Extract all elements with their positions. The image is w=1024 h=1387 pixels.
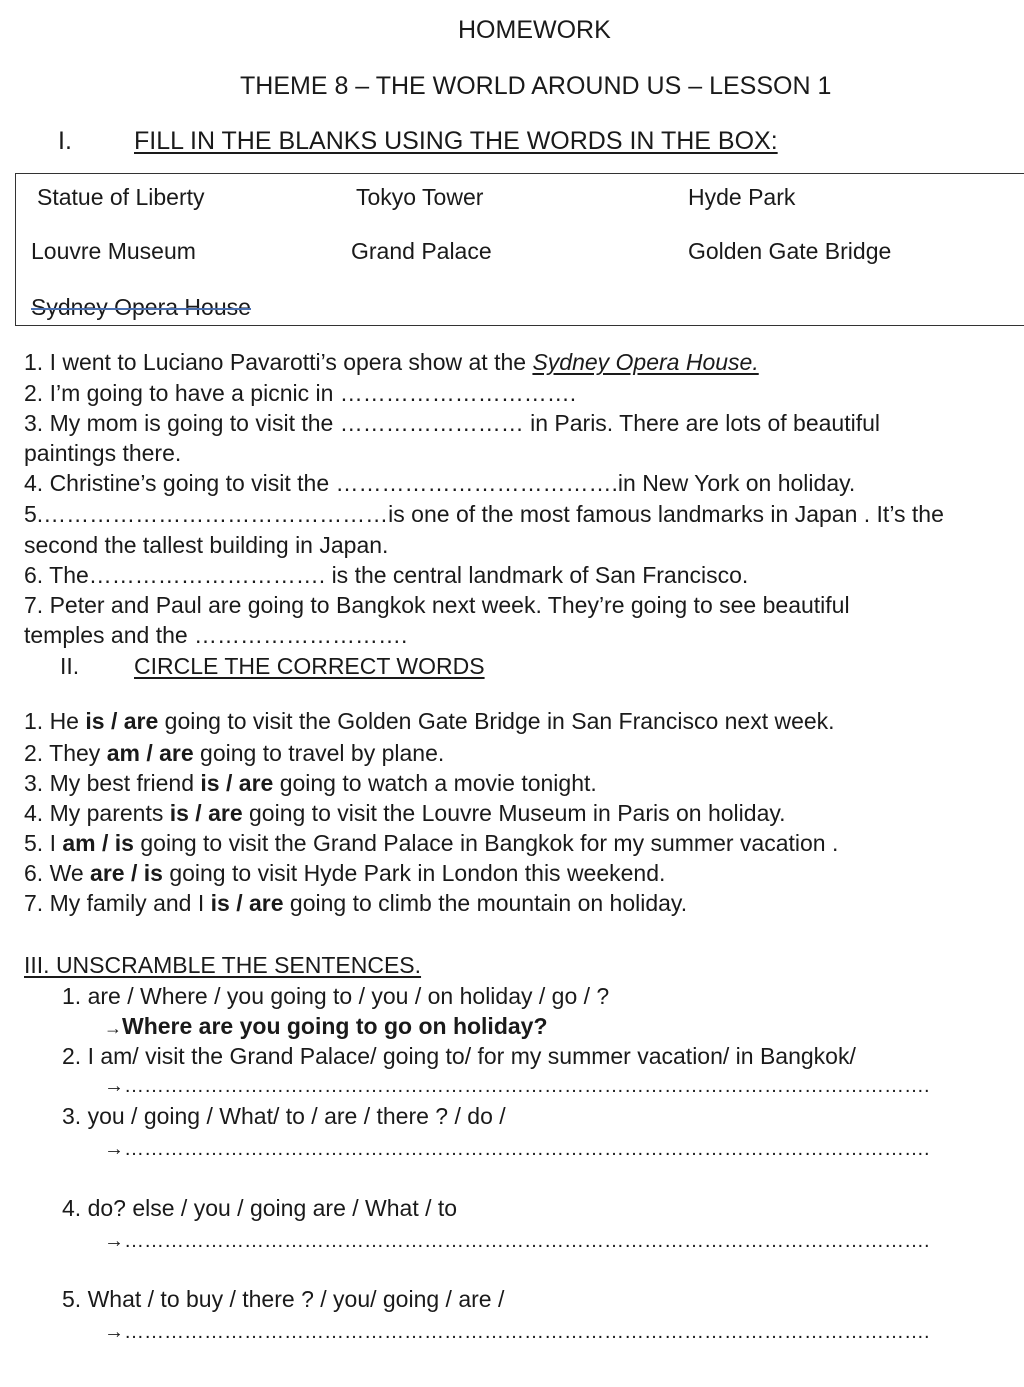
box-word-golden-gate-bridge: Golden Gate Bridge — [688, 238, 892, 264]
fill-question-4: 4. Christine’s going to visit the ……………………………….in New York on holiday. — [24, 470, 856, 496]
fill-question-1-answer: Sydney Opera House. — [532, 349, 759, 375]
fill-question-3-cont: paintings there. — [24, 440, 182, 466]
circle-question-1-choice: is / are — [85, 708, 159, 734]
arrow-icon: → — [104, 1321, 124, 1343]
circle-question-5-post: going to visit the Grand Palace in Bangkok for my summer vacation . — [133, 830, 839, 856]
circle-question-6 — [24, 858, 665, 888]
unscramble-example-answer — [104, 1011, 548, 1043]
answer-dots: …………………………………………………………………………………………………………. — [124, 1075, 930, 1097]
section2-numeral: II. — [60, 653, 80, 679]
circle-question-3-post: going to watch a movie tonight. — [273, 770, 597, 796]
unscramble-item-4: 4. do? else / you / going are / What / to — [62, 1195, 458, 1221]
section2-heading: CIRCLE THE CORRECT WORDS — [134, 653, 485, 679]
circle-question-2-post: going to travel by plane. — [193, 740, 445, 766]
unscramble-item-1: 1. are / Where / you going to / you / on holiday / go / ? — [62, 983, 610, 1009]
circle-question-1 — [24, 706, 835, 736]
fill-question-3: 3. My mom is going to visit the …………………… in Paris. There are lots of beautiful — [24, 410, 880, 436]
unscramble-item-5: 5. What / to buy / there ? / you/ going / are / — [62, 1286, 505, 1312]
circle-question-4 — [24, 798, 786, 828]
fill-question-5-cont: second the tallest building in Japan. — [24, 532, 389, 558]
circle-question-7-pre: 7. My family and I — [24, 890, 211, 916]
answer-line-3 — [104, 1138, 930, 1161]
fill-question-5: 5.………………………………………is one of the most famous landmarks in Japan . It’s the — [24, 501, 944, 527]
circle-question-2 — [24, 738, 444, 768]
box-word-tokyo-tower: Tokyo Tower — [356, 184, 484, 210]
circle-question-5-pre: 5. I — [24, 830, 63, 856]
circle-question-6-choice: are / is — [90, 860, 163, 886]
unscramble-item-3: 3. you / going / What/ to / are / there ? / do / — [62, 1103, 506, 1129]
fill-question-1 — [24, 347, 759, 377]
page-title: HOMEWORK — [458, 16, 611, 44]
circle-question-1-post: going to visit the Golden Gate Bridge in San Francisco next week. — [158, 708, 835, 734]
box-word-grand-palace: Grand Palace — [351, 238, 492, 264]
fill-question-7-cont: temples and the ………………………. — [24, 622, 408, 648]
answer-dots: …………………………………………………………………………………………………………. — [124, 1321, 930, 1343]
circle-question-2-pre: 2. They — [24, 740, 107, 766]
answer-line-5 — [104, 1321, 930, 1344]
circle-question-6-pre: 6. We — [24, 860, 91, 886]
answer-line-4 — [104, 1230, 930, 1253]
box-word-hyde-park: Hyde Park — [688, 184, 796, 210]
circle-question-2-choice: am / are — [106, 740, 194, 766]
fill-question-2: 2. I’m going to have a picnic in …………………………. — [24, 380, 577, 406]
box-word-sydney-opera-house-crossed: Sydney Opera House — [31, 294, 251, 320]
circle-question-4-post: going to visit the Louvre Museum in Paris on holiday. — [242, 800, 786, 826]
box-word-statue-of-liberty: Statue of Liberty — [37, 184, 205, 210]
unscramble-item-2: 2. I am/ visit the Grand Palace/ going to/ for my summer vacation/ in Bangkok/ — [62, 1043, 856, 1069]
circle-question-7 — [24, 888, 687, 918]
answer-dots: …………………………………………………………………………………………………………. — [124, 1230, 930, 1252]
circle-question-7-choice: is / are — [210, 890, 284, 916]
arrow-icon: → — [104, 1018, 122, 1038]
example-answer-text: Where are you going to go on holiday? — [122, 1013, 548, 1039]
box-word-louvre-museum: Louvre Museum — [31, 238, 196, 264]
word-box — [15, 173, 1024, 326]
fill-question-6: 6. The…………………………. is the central landmark of San Francisco. — [24, 562, 749, 588]
circle-question-3-choice: is / are — [200, 770, 274, 796]
circle-question-4-choice: is / are — [169, 800, 243, 826]
circle-question-3 — [24, 768, 597, 798]
answer-line-2 — [104, 1075, 930, 1098]
circle-question-1-pre: 1. He — [24, 708, 86, 734]
circle-question-5 — [24, 828, 838, 858]
arrow-icon: → — [104, 1138, 124, 1160]
arrow-icon: → — [104, 1230, 124, 1252]
arrow-icon: → — [104, 1075, 124, 1097]
section3-heading: III. UNSCRAMBLE THE SENTENCES. — [24, 952, 422, 978]
circle-question-6-post: going to visit Hyde Park in London this weekend. — [162, 860, 666, 886]
answer-dots: …………………………………………………………………………………………………………. — [124, 1138, 930, 1160]
fill-question-1-text: 1. I went to Luciano Pavarotti’s opera show at the — [24, 349, 533, 375]
fill-question-7: 7. Peter and Paul are going to Bangkok next week. They’re going to see beautiful — [24, 592, 850, 618]
section1-numeral: I. — [58, 127, 72, 155]
section1-heading: FILL IN THE BLANKS USING THE WORDS IN THE BOX: — [134, 127, 778, 155]
page-subtitle: THEME 8 – THE WORLD AROUND US – LESSON 1 — [240, 72, 832, 100]
circle-question-4-pre: 4. My parents — [24, 800, 170, 826]
circle-question-5-choice: am / is — [62, 830, 134, 856]
circle-question-3-pre: 3. My best friend — [24, 770, 201, 796]
circle-question-7-post: going to climb the mountain on holiday. — [283, 890, 688, 916]
